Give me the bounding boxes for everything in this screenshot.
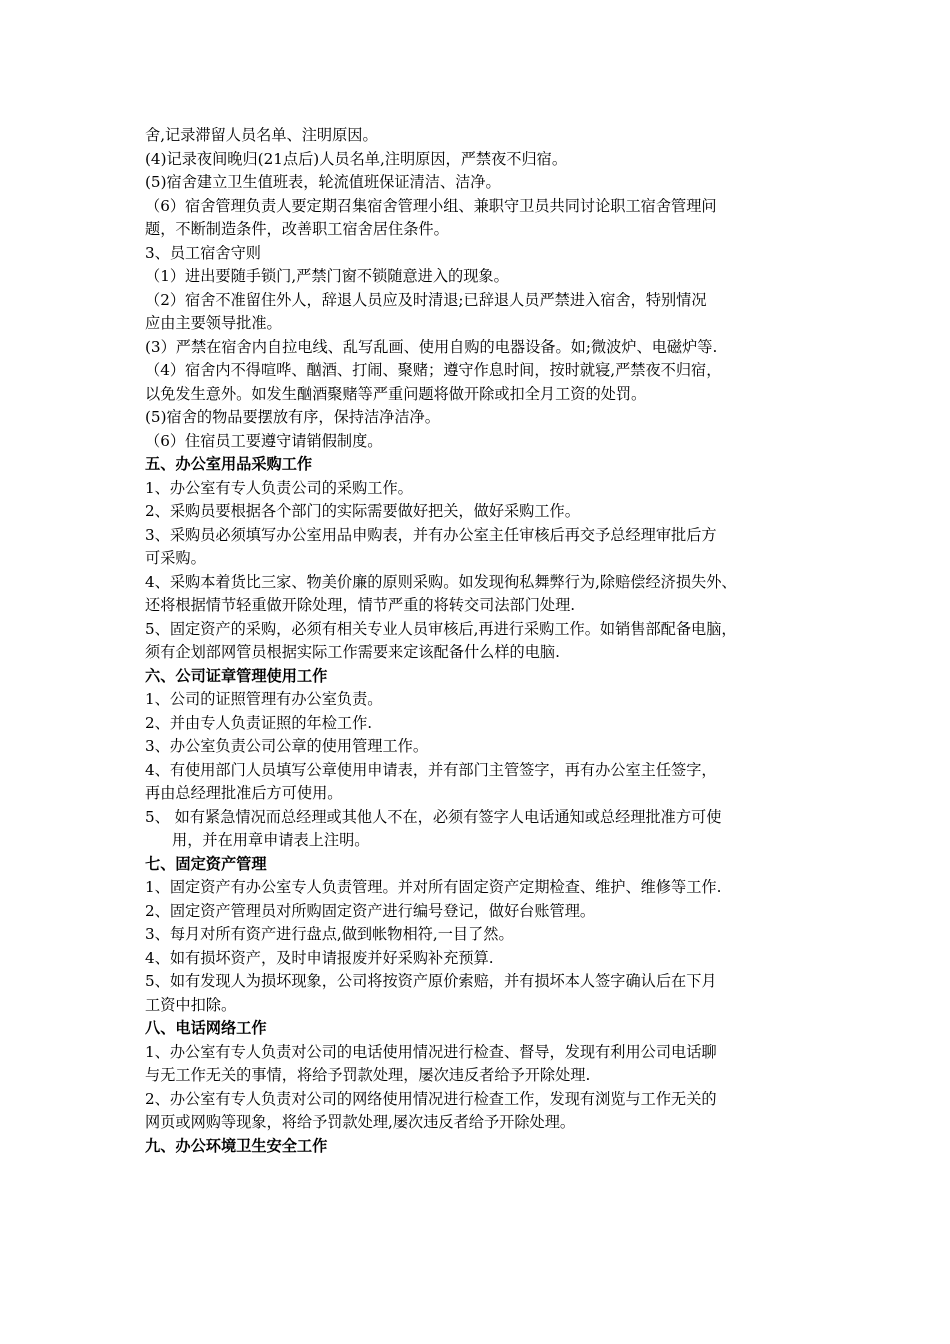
text-line: （4）宿舍内不得喧哗、酗酒、打闹、聚赌；遵守作息时间，按时就寝,严禁夜不归宿， xyxy=(145,361,722,379)
text-line: 应由主要领导批准。 xyxy=(145,314,282,332)
document-page xyxy=(145,124,815,1158)
text-line: 3、采购员必须填写办公室用品申购表，并有办公室主任审核后再交予总经理审批后方 xyxy=(145,525,717,544)
text-line: 网页或网购等现象，将给予罚款处理,屡次违反者给予开除处理。 xyxy=(145,1113,576,1131)
text-line: （6）住宿员工要遵守请销假制度。 xyxy=(145,431,383,450)
text-line: 2、办公室有专人负责对公司的网络使用情况进行检查工作，发现有浏览与工作无关的 xyxy=(145,1089,717,1108)
text-line: 3、员工宿舍守则 xyxy=(145,243,261,262)
text-line: 4、采购本着货比三家、物美价廉的原则采购。如发现徇私舞弊行为,除赔偿经济损失外、 xyxy=(145,572,737,591)
text-line: 1、办公室有专人负责公司的采购工作。 xyxy=(145,478,413,497)
text-line: 工资中扣除。 xyxy=(145,995,237,1014)
text-line: （6）宿舍管理负责人要定期召集宿舍管理小组、兼职守卫员共同讨论职工宿舍管理问 xyxy=(145,196,717,215)
text-line: 3、办公室负责公司公章的使用管理工作。 xyxy=(145,737,429,755)
text-line: 须有企划部网管员根据实际工作需要来定该配备什么样的电脑. xyxy=(145,643,560,661)
text-line: 再由总经理批准后方可使用。 xyxy=(145,784,343,802)
text-line: 1、公司的证照管理有办公室负责。 xyxy=(145,690,383,708)
text-line: 舍,记录滞留人员名单、注明原因。 xyxy=(145,126,378,144)
text-line: 3、每月对所有资产进行盘点,做到帐物相符,一目了然。 xyxy=(145,925,514,943)
section-heading: 九、办公环境卫生安全工作 xyxy=(145,1136,328,1155)
text-line: 与无工作无关的事情，将给予罚款处理，屡次违反者给予开除处理. xyxy=(145,1066,591,1084)
text-line: (5)宿舍建立卫生值班表，轮流值班保证清洁、洁净。 xyxy=(145,173,501,191)
text-line: 5、固定资产的采购，必须有相关专业人员审核后,再进行采购工作。如销售部配备电脑， xyxy=(145,619,737,638)
text-line: 1、固定资产有办公室专人负责管理。并对所有固定资产定期检查、维护、维修等工作. xyxy=(145,878,722,896)
text-line: 2、采购员要根据各个部门的实际需要做好把关，做好采购工作。 xyxy=(145,502,580,520)
text-line: 4、有使用部门人员填写公章使用申请表，并有部门主管签字，再有办公室主任签字， xyxy=(145,760,717,779)
text-line: 5、如有发现人为损坏现象，公司将按资产原价索赔，并有损坏本人签字确认后在下月 xyxy=(145,972,717,990)
text-line: 以免发生意外。如发生酗酒聚赌等严重问题将做开除或扣全月工资的处罚。 xyxy=(145,384,647,403)
section-heading: 五、办公室用品采购工作 xyxy=(145,455,313,473)
text-line: 4、如有损坏资产，及时申请报废并好采购补充预算. xyxy=(145,948,494,967)
text-line: 1、办公室有专人负责对公司的电话使用情况进行检查、督导，发现有利用公司电话聊 xyxy=(145,1042,717,1061)
text-line: 2、固定资产管理员对所购固定资产进行编号登记，做好台账管理。 xyxy=(145,901,596,920)
section-heading: 七、固定资产管理 xyxy=(145,854,267,873)
text-line: (4)记录夜间晚归(21点后)人员名单,注明原因，严禁夜不归宿。 xyxy=(145,149,568,168)
text-line: (3）严禁在宿舍内自拉电线、乱写乱画、使用自购的电器设备。如;微波炉、电磁炉等. xyxy=(145,337,718,356)
text-line: 2、并由专人负责证照的年检工作. xyxy=(145,713,373,732)
text-line: 5、 如有紧急情况而总经理或其他人不在，必须有签字人电话通知或总经理批准方可使 xyxy=(145,807,722,826)
text-line: （2）宿舍不准留住外人，辞退人员应及时清退;已辞退人员严禁进入宿舍，特别情况 xyxy=(145,290,707,309)
text-line: （1）进出要随手锁门,严禁门窗不锁随意进入的现象。 xyxy=(145,267,509,285)
section-heading: 八、电话网络工作 xyxy=(145,1019,267,1037)
text-line: 题，不断制造条件，改善职工宿舍居住条件。 xyxy=(145,220,449,238)
text-line: 可采购。 xyxy=(145,549,206,567)
text-line: 还将根据情节轻重做开除处理，情节严重的将转交司法部门处理. xyxy=(145,596,576,614)
text-line: 用，并在用章申请表上注明。 xyxy=(172,831,370,849)
text-line: (5)宿舍的物品要摆放有序，保持洁净洁净。 xyxy=(145,408,440,426)
section-heading: 六、公司证章管理使用工作 xyxy=(145,666,328,685)
